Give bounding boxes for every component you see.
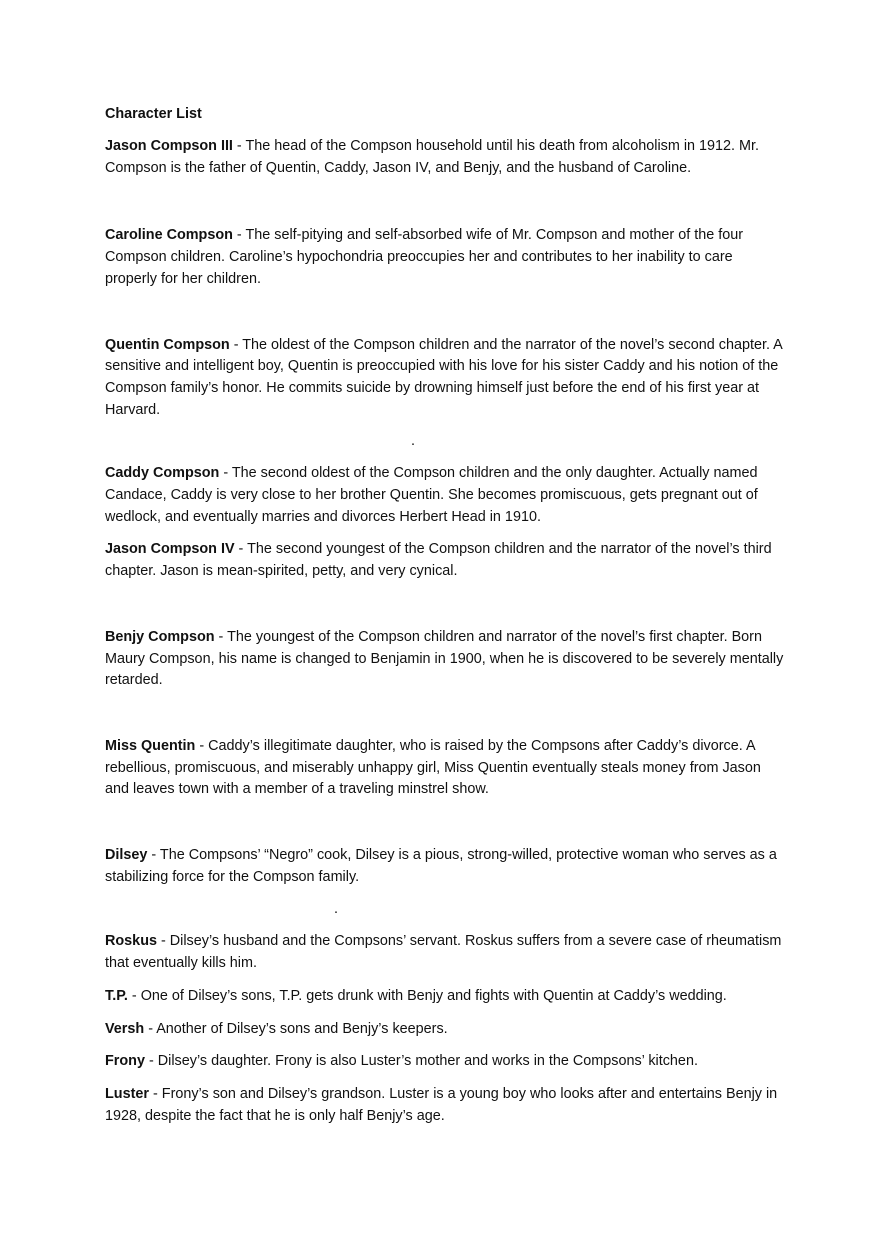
character-name: T.P. — [105, 987, 128, 1004]
character-description: - The oldest of the Compson children and the narrator of the novel’s second chapter. A sensitive and intelligent boy, Quentin is preoccupied with his love for his sister Caddy and his notion of the Compson family’s honor. He commits suicide by drowning himself just before the end of his first year at Harvard. — [105, 336, 782, 418]
character-name: Versh — [105, 1020, 145, 1037]
character-entry — [105, 136, 785, 179]
character-entry — [105, 1051, 785, 1073]
character-name: Frony — [105, 1053, 145, 1070]
character-name: Quentin Compson — [105, 336, 230, 353]
character-name: Jason Compson IV — [105, 541, 235, 558]
character-description: - Frony’s son and Dilsey’s grandson. Luster is a young boy who looks after and entertains Benjy in 1928, despite the fact that he is only half Benjy’s age. — [105, 1085, 778, 1124]
character-entry — [105, 736, 785, 801]
character-description: - The Compsons’ “Negro” cook, Dilsey is a pious, strong-willed, protective woman who serves as a stabilizing force for the Compson family. — [105, 847, 777, 885]
character-name: Caroline Compson — [105, 227, 233, 244]
character-description: - One of Dilsey’s sons, T.P. gets drunk with Benjy and fights with Quentin at Caddy’s wedding. — [127, 987, 727, 1004]
character-description: - The youngest of the Compson children and narrator of the novel’s first chapter. Born Maury Compson, his name is changed to Benjamin in 1900, when he is discovered to be severely mentally retarded. — [105, 628, 784, 689]
character-name: Miss Quentin — [105, 737, 196, 754]
character-name: Luster — [105, 1085, 149, 1102]
character-name: Jason Compson III — [105, 138, 233, 154]
separator-dot — [105, 899, 785, 921]
separator-dot-text: . — [334, 901, 338, 918]
character-description: - The self-pitying and self-absorbed wife of Mr. Compson and mother of the four Compson children. Caroline’s hypochondria preoccupies her and contributes to her inability to care properly for her children. — [105, 227, 743, 287]
character-name: Roskus — [105, 933, 157, 950]
character-entry — [105, 335, 785, 422]
character-description: - Another of Dilsey’s sons and Benjy’s keepers. — [144, 1020, 448, 1037]
character-description: - Dilsey’s daughter. Frony is also Luster’s mother and works in the Compsons’ kitchen. — [144, 1053, 698, 1070]
character-name: Benjy Compson — [105, 628, 215, 645]
character-name: Dilsey — [105, 847, 148, 864]
separator-dot-text: . — [411, 433, 415, 450]
character-entry — [105, 1084, 785, 1127]
character-description: - Dilsey’s husband and the Compsons’ servant. Roskus suffers from a severe case of rheumatism that eventually kills him. — [105, 933, 782, 972]
document-title: Character List — [105, 106, 202, 122]
character-name: Caddy Compson — [105, 465, 220, 482]
character-entry — [105, 931, 785, 974]
character-description: - The head of the Compson household until his death from alcoholism in 1912. Mr. Compson is the father of Quentin, Caddy, Jason IV, and Benjy, and the husband of Caroline. — [105, 138, 760, 176]
character-entry — [105, 539, 785, 582]
character-entry — [105, 986, 785, 1008]
character-entry — [105, 845, 785, 888]
character-entry — [105, 225, 785, 290]
character-entry — [105, 463, 785, 528]
character-description: - The second youngest of the Compson children and the narrator of the novel’s third chapter. Jason is mean-spirited, petty, and very cynical. — [105, 541, 772, 580]
document-page — [105, 104, 785, 1127]
character-entry — [105, 1019, 785, 1041]
character-description: - Caddy’s illegitimate daughter, who is raised by the Compsons after Caddy’s divorce. A rebellious, promiscuous, and miserably unhappy girl, Miss Quentin eventually steals money from Jason and leaves town with a member of a traveling minstrel show. — [105, 737, 761, 798]
character-description: - The second oldest of the Compson children and the only daughter. Actually named Candace, Caddy is very close to her brother Quentin. She becomes promiscuous, gets pregnant out of wedlock, and eventually marries and divorces Herbert Head in 1910. — [105, 465, 758, 525]
separator-dot — [105, 431, 785, 453]
character-entry — [105, 627, 785, 692]
